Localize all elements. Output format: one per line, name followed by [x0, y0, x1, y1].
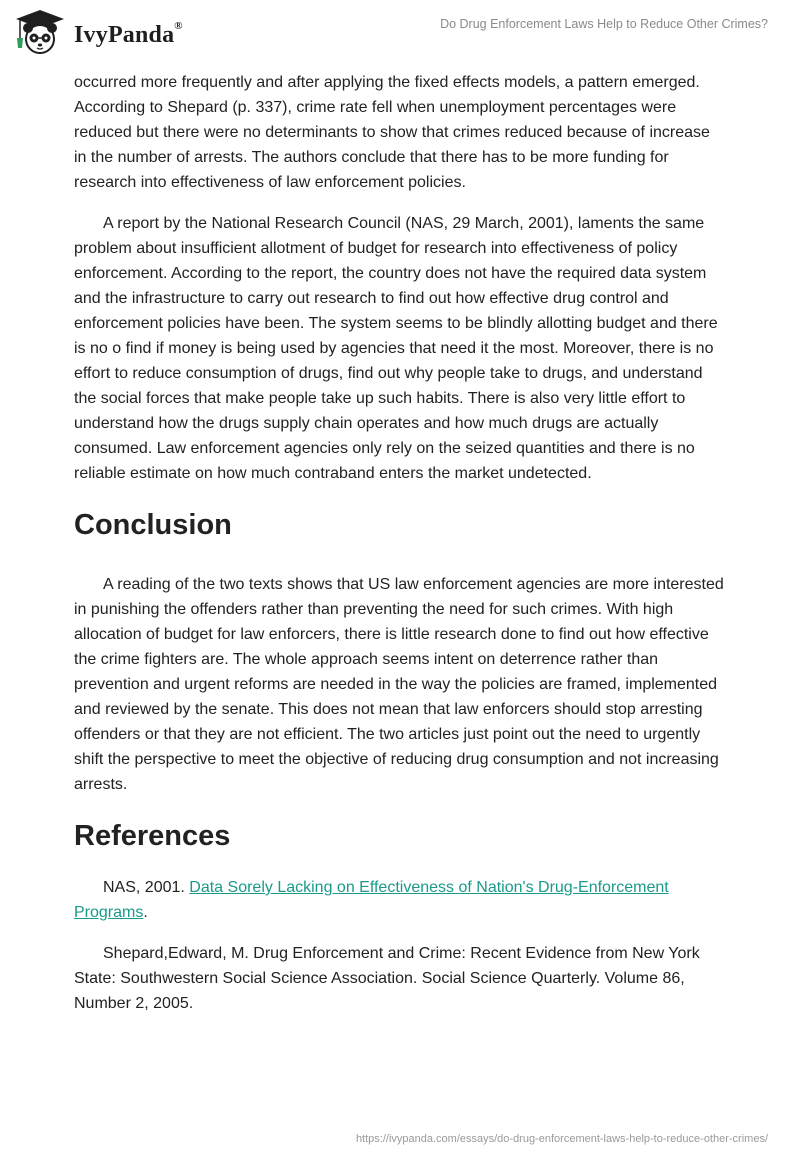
conclusion-heading: Conclusion — [74, 509, 232, 541]
references-heading: References — [74, 820, 231, 852]
paragraph: occurred more frequently and after applying the fixed effects models, a pattern emerged. According to Shepard (p. 337), crime rate fell when unemployment percentages were reduced but there were no determinants to show that crimes reduced because of increase in the number of arrests. The authors conclude that there has to be more funding for research into effectiveness of law enforcement policies. — [74, 74, 710, 191]
reference-link[interactable]: Data Sorely Lacking on Effectiveness of Nation's Drug-Enforcement Programs — [74, 879, 669, 921]
document-title: Do Drug Enforcement Laws Help to Reduce Other Crimes? — [440, 17, 768, 31]
article-body — [74, 70, 726, 1016]
brand-name: IvyPanda® — [74, 19, 183, 48]
paragraph: A report by the National Research Council (NAS, 29 March, 2001), laments the same problem about insufficient allotment of budget for research into effectiveness of policy enforcement. According to the report, the country does not have the required data system and the infrastructure to carry out research to find out how effective drug control and enforcement policies have been. The system seems to be blindly allotting budget and there is no o find if money is being used by agencies that need it the most. Moreover, there is no effort to reduce consumption of drugs, find out why people take to drugs, and understand the social forces that make people take up such habits. There is also very little effort to understand how the drugs supply chain operates and how much drugs are actually consumed. Law enforcement agencies only rely on the seized quantities and there is no reliable estimate on how much contraband enters the market undetected. — [74, 215, 718, 482]
conclusion-paragraph: A reading of the two texts shows that US law enforcement agencies are more interested in punishing the offenders rather than preventing the need for such crimes. With high allocation of budget for law enforcers, there is little research done to find out how effective the crime fighters are. The whole approach seems intent on deterrence rather than prevention and urgent reforms are needed in the way the policies are framed, implemented and reviewed by the senate. This does not mean that law enforcers should stop arresting offenders or that they are not efficient. The two articles just point out the need to urgently shift the perspective to meet the objective of reducing drug consumption and not increasing arrests. — [74, 576, 724, 793]
footer-url: https://ivypanda.com/essays/do-drug-enforcement-laws-help-to-reduce-other-crimes/ — [355, 1133, 768, 1145]
reference-item: NAS, 2001. Data Sorely Lacking on Effectiveness of Nation's Drug-Enforcement Programs. — [74, 879, 669, 921]
reference-item: Shepard,Edward, M. Drug Enforcement and Crime: Recent Evidence from New York State: Southwestern Social Science Association. Social Science Quarterly. Volume 86, Number 2, 2005. — [74, 945, 700, 1012]
logo[interactable] — [12, 8, 183, 56]
panda-logo-icon — [12, 8, 68, 56]
registered-mark: ® — [174, 19, 183, 32]
page-header — [0, 0, 800, 70]
